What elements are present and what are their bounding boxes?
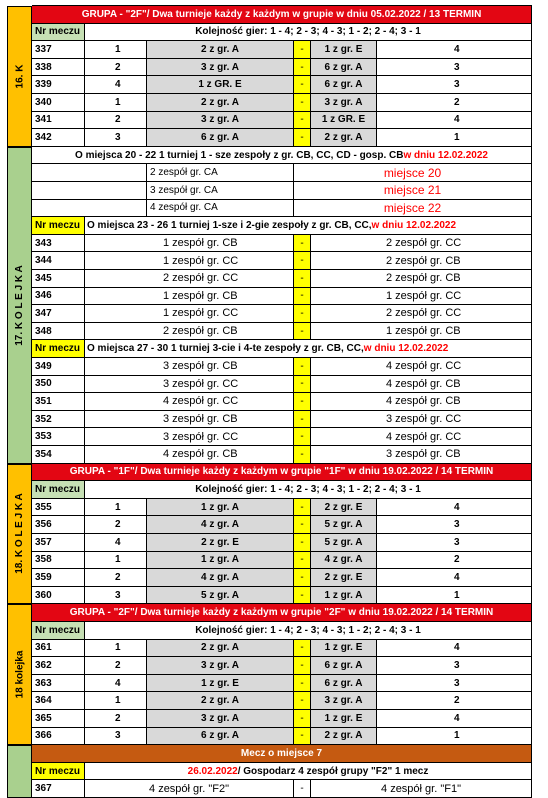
- away-team: 2 zespół gr. CC: [311, 305, 532, 323]
- away-team: 3 z gr. A: [311, 692, 377, 710]
- place-team: 4 zespół gr. CA: [147, 200, 294, 218]
- round-band: [7, 604, 32, 745]
- separator: -: [294, 710, 311, 728]
- away-seed: 1: [377, 728, 532, 746]
- row-rank: [7, 235, 532, 253]
- row-label: [7, 481, 532, 499]
- home-seed: 3: [85, 728, 147, 746]
- away-seed: 4: [377, 569, 532, 587]
- match-number: 366: [32, 728, 85, 746]
- away-seed: 2: [377, 552, 532, 570]
- match-number: 356: [32, 516, 85, 534]
- round-band-label: 17. K O L E J K A: [14, 264, 25, 346]
- home-seed: 2: [85, 569, 147, 587]
- away-seed: 4: [377, 710, 532, 728]
- row-rank: [7, 288, 532, 306]
- home-team: 6 z gr. A: [147, 728, 294, 746]
- home-team: 4 z gr. A: [147, 516, 294, 534]
- row-match: [7, 692, 532, 710]
- separator: -: [294, 657, 311, 675]
- match-number: 364: [32, 692, 85, 710]
- away-team: 1 z gr. E: [311, 41, 377, 59]
- separator: -: [294, 780, 311, 798]
- row-match: [7, 516, 532, 534]
- home-team: 3 z gr. A: [147, 657, 294, 675]
- away-seed: 2: [377, 94, 532, 112]
- away-seed: 4: [377, 499, 532, 517]
- match-number: 347: [32, 305, 85, 323]
- separator: -: [294, 587, 311, 605]
- match-number: 342: [32, 129, 85, 147]
- place-empty: [32, 182, 147, 200]
- game-order-label: Kolejność gier: 1 - 4; 2 - 3; 4 - 3; 1 - 2; 2 - 4; 3 - 1: [85, 622, 532, 640]
- home-team: 2 z gr. A: [147, 94, 294, 112]
- away-seed: 3: [377, 76, 532, 94]
- home-seed: 4: [85, 534, 147, 552]
- placement-title-date: w dniu 12.02.2022: [371, 219, 457, 231]
- home-team: 4 zespół gr. CC: [85, 393, 294, 411]
- place-team: 3 zespół gr. CA: [147, 182, 294, 200]
- home-seed: 4: [85, 675, 147, 693]
- match-number: 360: [32, 587, 85, 605]
- match-number: 337: [32, 41, 85, 59]
- away-seed: 4: [377, 112, 532, 130]
- away-team: 1 zespół gr. CB: [311, 323, 532, 341]
- away-seed: 4: [377, 41, 532, 59]
- home-team: 5 z gr. A: [147, 587, 294, 605]
- row-rank: [7, 376, 532, 394]
- separator: -: [294, 393, 311, 411]
- placement-title: [85, 340, 532, 358]
- separator: -: [294, 323, 311, 341]
- row-match: [7, 640, 532, 658]
- separator: -: [294, 552, 311, 570]
- row-rank: [7, 270, 532, 288]
- home-team: 2 zespół gr. CC: [85, 270, 294, 288]
- separator: -: [294, 376, 311, 394]
- separator: -: [294, 640, 311, 658]
- match-number: 363: [32, 675, 85, 693]
- away-team: 6 z gr. A: [311, 657, 377, 675]
- row-header: [7, 464, 532, 482]
- final-title-text: / Gospodarz 4 zespół grupy "F2" 1 mecz: [237, 765, 429, 777]
- home-seed: 1: [85, 552, 147, 570]
- place-team: 2 zespół gr. CA: [147, 164, 294, 182]
- home-team: 1 z gr. A: [147, 552, 294, 570]
- away-team: 4 zespół gr. CB: [311, 393, 532, 411]
- row-match: [7, 552, 532, 570]
- round-band: [7, 745, 32, 798]
- home-seed: 1: [85, 640, 147, 658]
- place-empty: [32, 164, 147, 182]
- match-number: 341: [32, 112, 85, 130]
- home-team: 3 zespół gr. CB: [85, 411, 294, 429]
- nr-meczu-label: Nr meczu: [32, 24, 85, 42]
- away-seed: 1: [377, 129, 532, 147]
- away-team: 6 z gr. A: [311, 59, 377, 77]
- home-team: 3 zespół gr. CB: [85, 358, 294, 376]
- final-title: [85, 763, 532, 781]
- home-seed: 4: [85, 76, 147, 94]
- match-number: 345: [32, 270, 85, 288]
- row-match: [7, 657, 532, 675]
- home-team: 2 z gr. A: [147, 41, 294, 59]
- row-title3: [7, 763, 532, 781]
- home-team: 1 z GR. E: [147, 76, 294, 94]
- row-match: [7, 675, 532, 693]
- home-team: 1 z gr. E: [147, 675, 294, 693]
- home-team: 3 zespół gr. CC: [85, 428, 294, 446]
- row-match: [7, 534, 532, 552]
- home-team: 2 zespół gr. CB: [85, 323, 294, 341]
- match-number: 351: [32, 393, 85, 411]
- home-team: 4 zespół gr. CB: [85, 446, 294, 464]
- row-header: [7, 604, 532, 622]
- row-match: [7, 587, 532, 605]
- match-number: 355: [32, 499, 85, 517]
- game-order-label: Kolejność gier: 1 - 4; 2 - 3; 4 - 3; 1 - 2; 2 - 4; 3 - 1: [85, 481, 532, 499]
- row-place: [7, 200, 532, 218]
- home-team: 1 zespół gr. CC: [85, 305, 294, 323]
- row-match: [7, 59, 532, 77]
- row-title2: [7, 217, 532, 235]
- home-seed: 2: [85, 657, 147, 675]
- away-team: 2 z gr. E: [311, 569, 377, 587]
- home-team: 3 z gr. A: [147, 710, 294, 728]
- match-number: 348: [32, 323, 85, 341]
- home-seed: 1: [85, 499, 147, 517]
- row-match: [7, 41, 532, 59]
- home-seed: 1: [85, 692, 147, 710]
- row-title: [7, 147, 532, 165]
- final-title-date: 26.02.2022: [187, 765, 238, 777]
- away-team: 1 z gr. A: [311, 587, 377, 605]
- place-result: miejsce 20: [294, 164, 532, 182]
- separator: -: [294, 235, 311, 253]
- place-empty: [32, 200, 147, 218]
- match-number: 357: [32, 534, 85, 552]
- home-team: 3 z gr. A: [147, 112, 294, 130]
- away-team: 1 zespół gr. CC: [311, 288, 532, 306]
- row-place: [7, 182, 532, 200]
- separator: -: [294, 94, 311, 112]
- placement-title-text: O miejsca 23 - 26 1 turniej 1-sze i 2-gie zespoły z gr. CB, CC,: [87, 219, 372, 231]
- away-team: 6 z gr. A: [311, 675, 377, 693]
- separator: -: [294, 728, 311, 746]
- away-team: 3 z gr. A: [311, 94, 377, 112]
- row-match: [7, 569, 532, 587]
- home-seed: 1: [85, 41, 147, 59]
- away-team: 2 zespół gr. CC: [311, 235, 532, 253]
- match-number: 361: [32, 640, 85, 658]
- home-seed: 3: [85, 587, 147, 605]
- home-team: 2 z gr. A: [147, 692, 294, 710]
- away-team: 2 z gr. A: [311, 728, 377, 746]
- row-rank: [7, 428, 532, 446]
- match-number: 358: [32, 552, 85, 570]
- row-match: [7, 499, 532, 517]
- separator: -: [294, 446, 311, 464]
- place-result: miejsce 21: [294, 182, 532, 200]
- away-seed: 4: [377, 640, 532, 658]
- row-label: [7, 622, 532, 640]
- match-number: 339: [32, 76, 85, 94]
- away-team: 2 zespół gr. CB: [311, 270, 532, 288]
- separator: -: [294, 569, 311, 587]
- away-team: 1 z GR. E: [311, 112, 377, 130]
- away-team: 4 zespół gr. CC: [311, 358, 532, 376]
- match-number: 359: [32, 569, 85, 587]
- home-team: 3 zespół gr. CC: [85, 376, 294, 394]
- nr-meczu-label: Nr meczu: [32, 622, 85, 640]
- row-rank: [7, 446, 532, 464]
- away-team: 6 z gr. A: [311, 76, 377, 94]
- table-top-border: [32, 5, 532, 6]
- row-final: [7, 780, 532, 798]
- row-rank: [7, 393, 532, 411]
- place-result: miejsce 22: [294, 200, 532, 218]
- match-number: 338: [32, 59, 85, 77]
- away-team: 3 zespół gr. CC: [311, 411, 532, 429]
- match-number: 362: [32, 657, 85, 675]
- separator: -: [294, 252, 311, 270]
- separator: -: [294, 358, 311, 376]
- away-seed: 3: [377, 59, 532, 77]
- row-rank: [7, 411, 532, 429]
- match-number: 367: [32, 780, 85, 798]
- round-band: [7, 464, 32, 605]
- away-team: 2 z gr. E: [311, 499, 377, 517]
- home-team: 1 z gr. A: [147, 499, 294, 517]
- match-number: 353: [32, 428, 85, 446]
- round-band: [7, 6, 32, 147]
- away-seed: 3: [377, 516, 532, 534]
- game-order-label: Kolejność gier: 1 - 4; 2 - 3; 4 - 3; 1 - 2; 2 - 4; 3 - 1: [85, 24, 532, 42]
- home-seed: 1: [85, 94, 147, 112]
- home-seed: 2: [85, 516, 147, 534]
- placement-title-text: O miejsca 20 - 22 1 turniej 1 - sze zespoły z gr. CB, CC, CD - gosp. CB: [75, 149, 404, 161]
- home-seed: 2: [85, 59, 147, 77]
- row-match: [7, 94, 532, 112]
- home-team: 4 z gr. A: [147, 569, 294, 587]
- group-header: GRUPA - "1F"/ Dwa turnieje każdy z każdym w grupie "1F" w dniu 19.02.2022 / 14 TERMIN: [32, 464, 532, 482]
- row-place: [7, 164, 532, 182]
- match-number: 349: [32, 358, 85, 376]
- away-seed: 3: [377, 657, 532, 675]
- separator: -: [294, 270, 311, 288]
- row-rank: [7, 323, 532, 341]
- group-header: GRUPA - "2F"/ Dwa turnieje każdy z każdym w grupie "2F" w dniu 19.02.2022 / 14 TERMIN: [32, 604, 532, 622]
- separator: -: [294, 499, 311, 517]
- away-team: 4 zespół gr. CB: [311, 376, 532, 394]
- match-number: 340: [32, 94, 85, 112]
- home-seed: 2: [85, 112, 147, 130]
- separator: -: [294, 516, 311, 534]
- placement-title-date: w dniu 12.02.2022: [403, 149, 488, 161]
- home-team: 1 zespół gr. CB: [85, 288, 294, 306]
- placement-title-date: w dniu 12.02.2022: [363, 343, 449, 355]
- separator: -: [294, 534, 311, 552]
- home-team: 1 zespół gr. CC: [85, 252, 294, 270]
- separator: -: [294, 41, 311, 59]
- row-match: [7, 112, 532, 130]
- away-team: 4 z gr. A: [311, 552, 377, 570]
- home-seed: 3: [85, 129, 147, 147]
- separator: -: [294, 305, 311, 323]
- away-team: 2 zespół gr. CB: [311, 252, 532, 270]
- round-band: [7, 147, 32, 464]
- separator: -: [294, 411, 311, 429]
- nr-meczu-label: Nr meczu: [32, 217, 85, 235]
- away-seed: 3: [377, 534, 532, 552]
- match-number: 354: [32, 446, 85, 464]
- row-rank: [7, 358, 532, 376]
- row-title2: [7, 340, 532, 358]
- home-team: 3 z gr. A: [147, 59, 294, 77]
- nr-meczu-label: Nr meczu: [32, 763, 85, 781]
- row-header: [7, 6, 532, 24]
- round-band-label: 18. K O L E J K A: [14, 493, 25, 575]
- home-team: 6 z gr. A: [147, 129, 294, 147]
- nr-meczu-label: Nr meczu: [32, 340, 85, 358]
- separator: -: [294, 288, 311, 306]
- away-seed: 1: [377, 587, 532, 605]
- separator: -: [294, 675, 311, 693]
- row-match: [7, 710, 532, 728]
- separator: -: [294, 76, 311, 94]
- match-number: 343: [32, 235, 85, 253]
- home-team: 2 z gr. A: [147, 640, 294, 658]
- row-match: [7, 728, 532, 746]
- match-number: 350: [32, 376, 85, 394]
- away-team: 5 z gr. A: [311, 516, 377, 534]
- placement-header: Mecz o miejsce 7: [32, 745, 532, 763]
- away-seed: 3: [377, 675, 532, 693]
- row-match: [7, 76, 532, 94]
- match-number: 352: [32, 411, 85, 429]
- match-number: 346: [32, 288, 85, 306]
- away-team: 4 zespół gr. CC: [311, 428, 532, 446]
- home-team: 2 z gr. E: [147, 534, 294, 552]
- home-team: 4 zespół gr. "F2": [85, 780, 294, 798]
- home-seed: 2: [85, 710, 147, 728]
- round-band-label: 18 kolejka: [14, 650, 25, 699]
- separator: -: [294, 428, 311, 446]
- placement-title-text: O miejsca 27 - 30 1 turniej 3-cie i 4-te zespoły z gr. CB, CC,: [87, 343, 364, 355]
- separator: -: [294, 129, 311, 147]
- away-team: 4 zespół gr. "F1": [311, 780, 532, 798]
- separator: -: [294, 692, 311, 710]
- nr-meczu-label: Nr meczu: [32, 481, 85, 499]
- away-seed: 2: [377, 692, 532, 710]
- group-header: GRUPA - "2F"/ Dwa turnieje każdy z każdym w grupie w dniu 05.02.2022 / 13 TERMIN: [32, 6, 532, 24]
- row-rank: [7, 252, 532, 270]
- row-label: [7, 24, 532, 42]
- row-match: [7, 129, 532, 147]
- row-rank: [7, 305, 532, 323]
- away-team: 1 z gr. E: [311, 640, 377, 658]
- separator: -: [294, 59, 311, 77]
- away-team: 2 z gr. A: [311, 129, 377, 147]
- home-team: 1 zespół gr. CB: [85, 235, 294, 253]
- away-team: 5 z gr. A: [311, 534, 377, 552]
- round-band-label: 16. K: [14, 64, 25, 89]
- match-number: 365: [32, 710, 85, 728]
- placement-title: [32, 147, 532, 165]
- placement-title: [85, 217, 532, 235]
- away-team: 1 z gr. E: [311, 710, 377, 728]
- away-team: 3 zespół gr. CB: [311, 446, 532, 464]
- row-orange: [7, 745, 532, 763]
- separator: -: [294, 112, 311, 130]
- match-number: 344: [32, 252, 85, 270]
